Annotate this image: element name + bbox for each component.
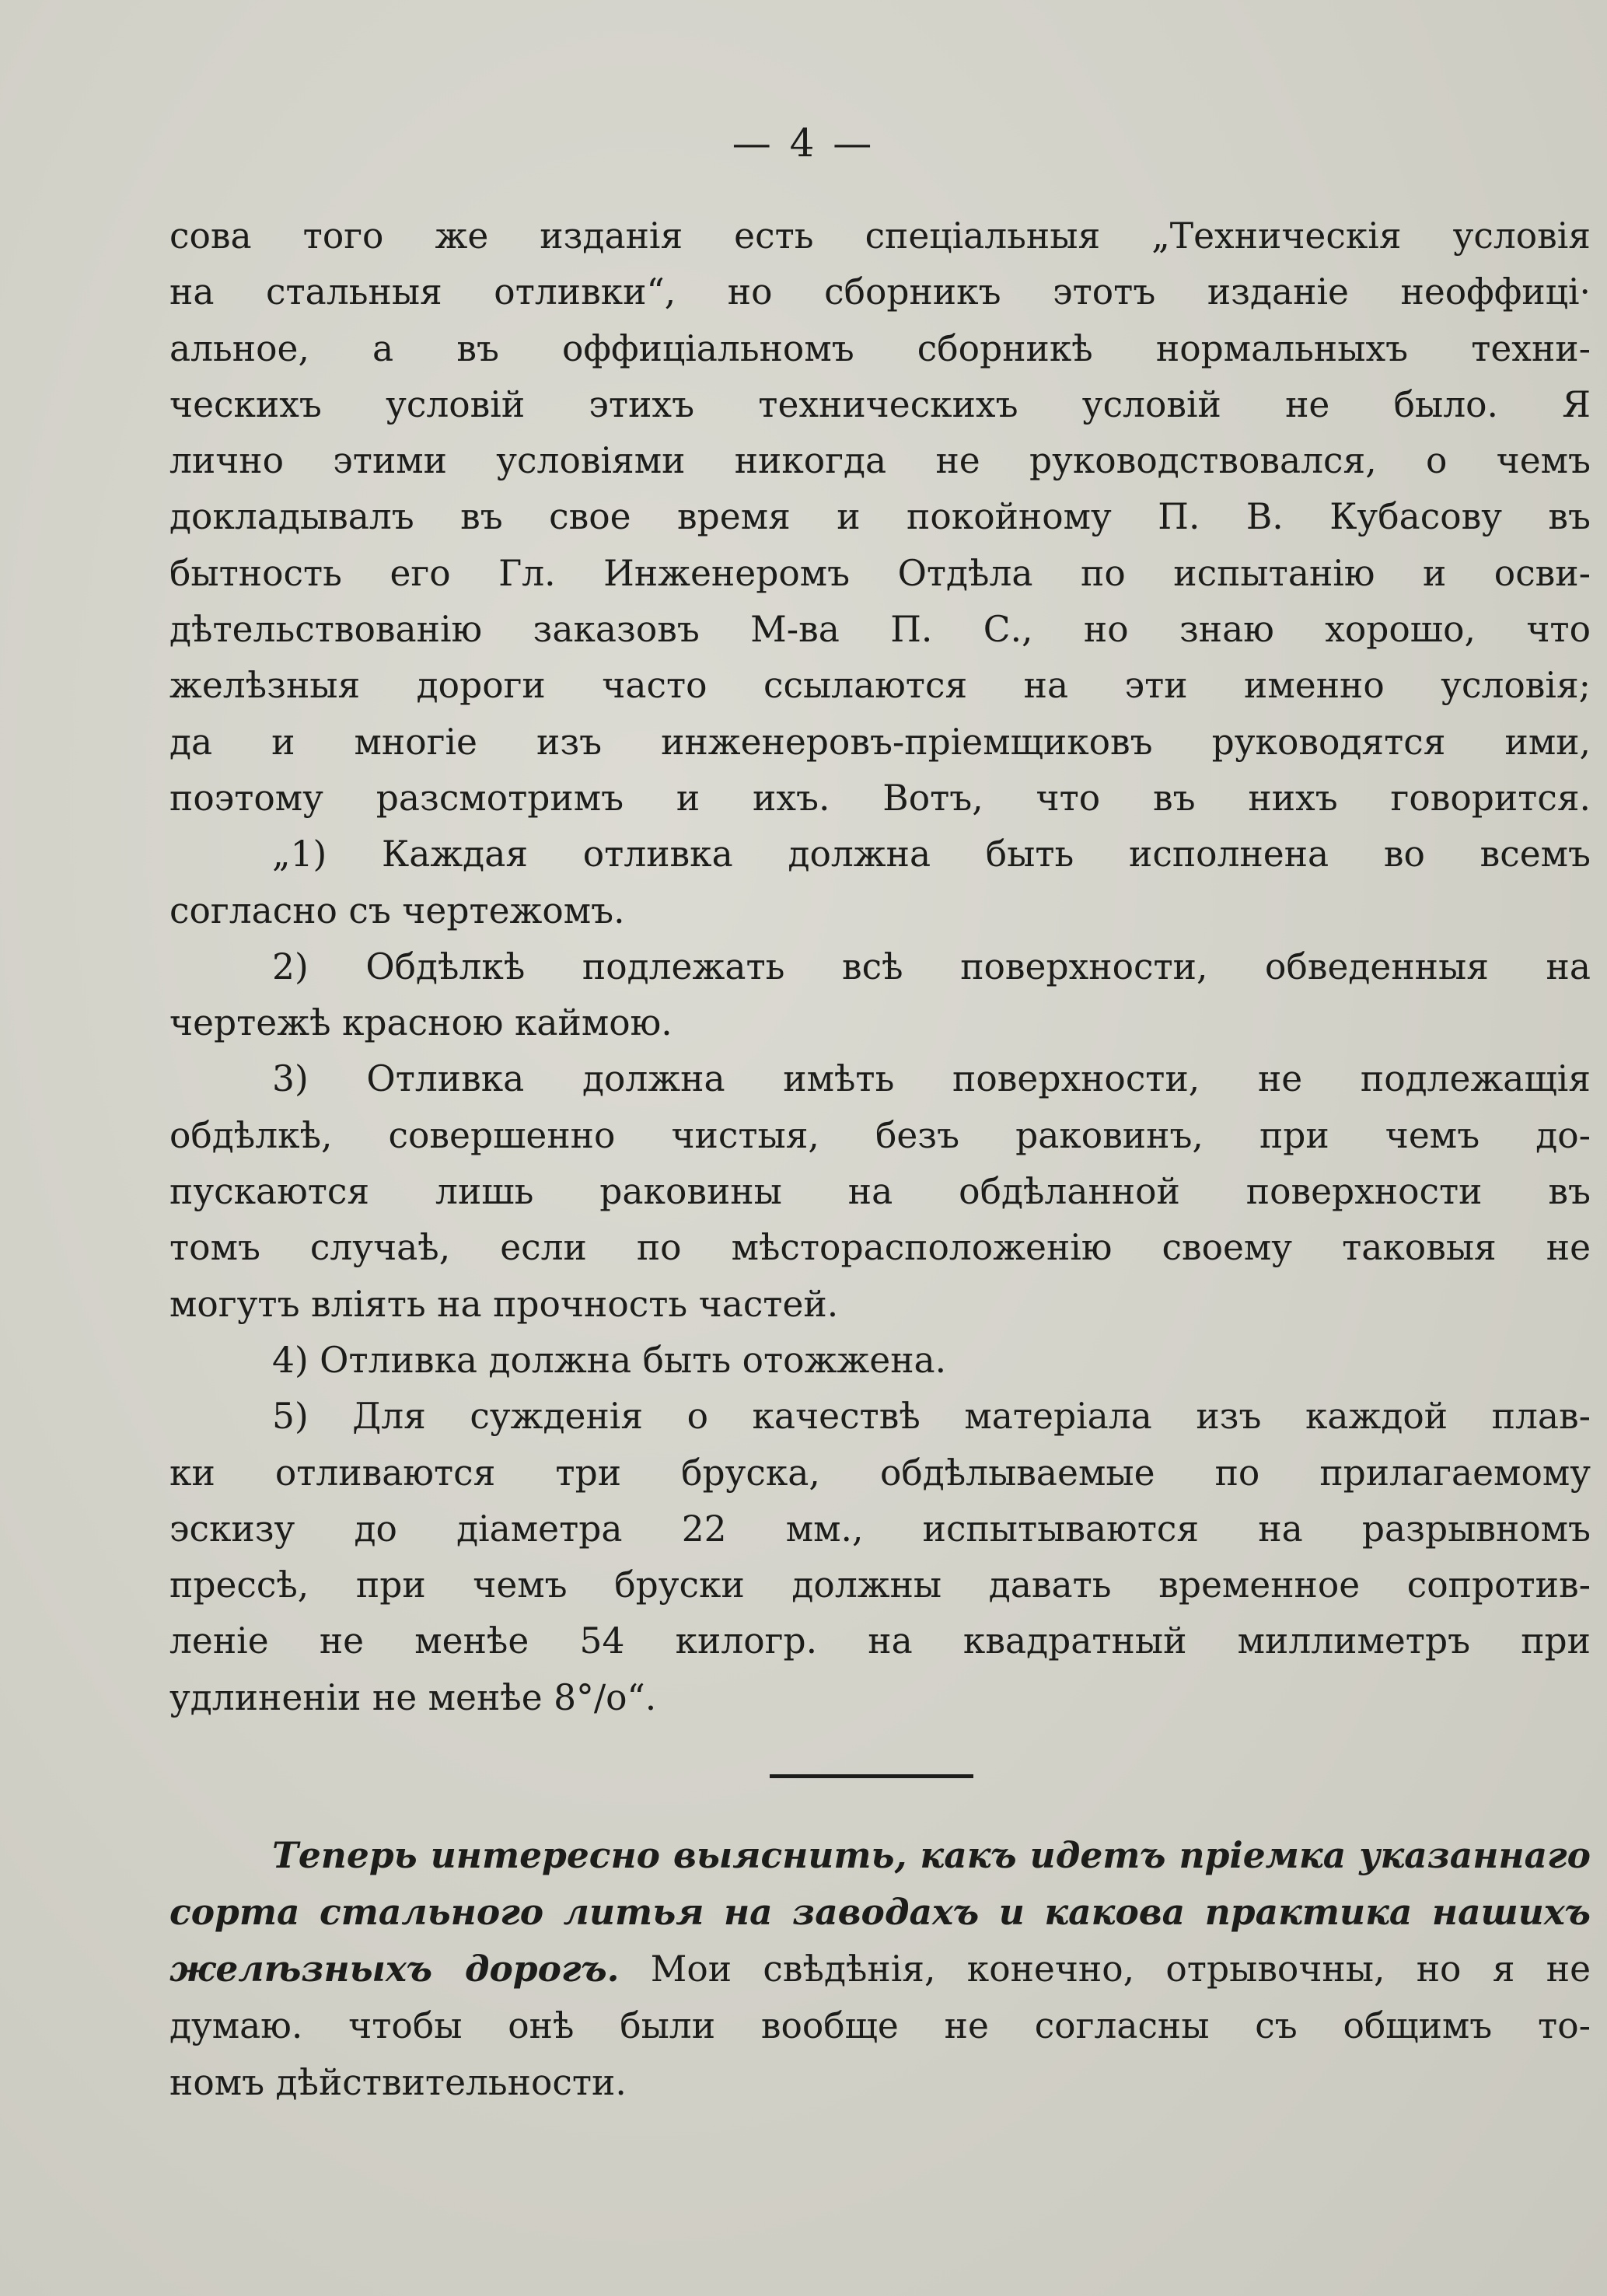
page-number: — 4 — [732,121,875,166]
text-line: сова того же изданія есть спеціальныя „Техническія условія [169,215,1591,257]
text-line: могутъ вліять на прочность частей. [169,1283,839,1325]
text-line: пускаются лишь раковины на обдѣланной поверхности въ [169,1171,1591,1213]
clause-4-line: 4) Отливка должна быть отожжена. [272,1339,947,1381]
text-line: обдѣлкѣ, совершенно чистыя, безъ раковинъ, при чемъ до- [169,1114,1591,1156]
text-line: альное, а въ оффиціальномъ сборникѣ нормальныхъ техни- [169,327,1591,369]
text-line: да и многіе изъ инженеровъ-пріемщиковъ руководятся ими, [169,721,1591,763]
regular-text: Мои свѣдѣнія, конечно, отрывочны, но я не [619,1948,1591,1990]
text-line: докладывалъ въ свое время и покойному П. В. Кубасову въ [169,496,1591,538]
closing-paragraph [169,1827,1591,2111]
italic-text: желѣзныхъ дорогъ. [169,1948,620,1990]
text-line: желѣзныя дороги часто ссылаются на эти именно условія; [169,665,1591,707]
text-line: ческихъ условій этихъ техническихъ условій не было. Я [169,383,1591,425]
italic-text: сорта стального литья на заводахъ и какова практика нашихъ [169,1891,1591,1933]
section-divider [770,1774,973,1778]
footer-line [169,1827,1591,1884]
text-line: бытность его Гл. Инженеромъ Отдѣла по испытанію и осви- [169,552,1591,594]
clause-3-line: 3) Отливка должна имѣть поверхности, не подлежащія [272,1058,1591,1100]
clause-2-line: 2) Обдѣлкѣ подлежать всѣ поверхности, обведенныя на [272,945,1591,987]
text-line: прессѣ, при чемъ бруски должны давать временное сопротив- [169,1564,1591,1606]
clause-1-line: „1) Каждая отливка должна быть исполнена во всемъ [272,833,1591,875]
text-line: дѣтельствованію заказовъ М-ва П. С., но знаю хорошо, что [169,609,1591,651]
text-line: поэтому разсмотримъ и ихъ. Вотъ, что въ нихъ говорится. [169,777,1591,819]
text-line: леніе не менѣе 54 килогр. на квадратный миллиметръ при [169,1620,1591,1662]
text-line: лично этими условіями никогда не руководствовался, о чемъ [169,440,1591,482]
main-text [169,208,1591,1726]
text-line: согласно съ чертежомъ. [169,889,625,931]
footer-line [169,1884,1591,1941]
text-line: ки отливаются три бруска, обдѣлываемые по прилагаемому [169,1452,1591,1494]
clause-5-line: 5) Для сужденія о качествѣ матеріала изъ каждой плав- [272,1396,1591,1438]
text-line: чертежѣ красною каймою. [169,1002,672,1044]
text-line: томъ случаѣ, если по мѣсторасположенію своему таковыя не [169,1227,1591,1269]
footer-line [169,1941,1591,1997]
text-line: удлиненіи не менѣе 8°/о“. [169,1676,657,1718]
footer-line: думаю. чтобы онѣ были вообще не согласны съ общимъ то- [169,2005,1591,2046]
italic-text: Теперь интересно выяснить, какъ идетъ пріемка указаннаго [272,1834,1591,1876]
footer-line: номъ дѣйствительности. [169,2062,627,2103]
text-line: эскизу до діаметра 22 мм., испытываются на разрывномъ [169,1508,1591,1550]
text-line: на стальныя отливки“, но сборникъ этотъ изданіе неоффиці· [169,271,1591,313]
